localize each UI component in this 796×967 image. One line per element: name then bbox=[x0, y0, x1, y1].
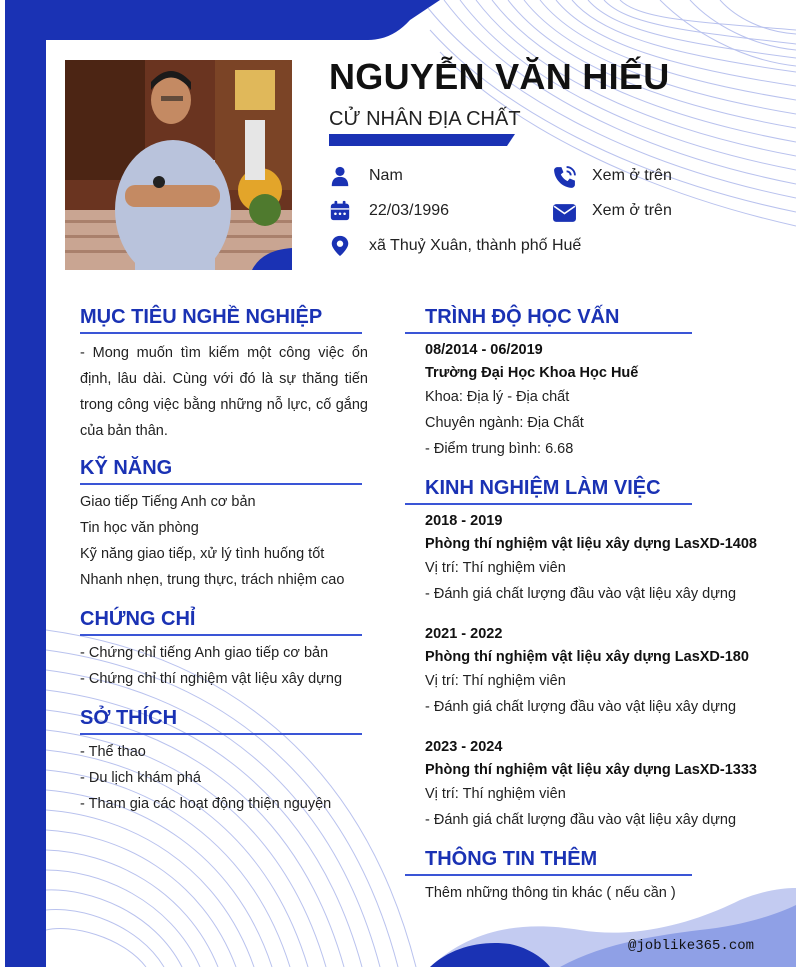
candidate-name: NGUYỄN VĂN HIẾU bbox=[329, 56, 670, 97]
certificates-heading: CHỨNG CHỈ bbox=[80, 608, 196, 630]
objective-heading: MỤC TIÊU NGHỀ NGHIỆP bbox=[80, 306, 323, 328]
certificates-divider bbox=[80, 634, 362, 636]
skill-item: Giao tiếp Tiếng Anh cơ bản bbox=[80, 494, 256, 510]
address-value: xã Thuỷ Xuân, thành phố Huế bbox=[369, 237, 582, 254]
objective-divider bbox=[80, 332, 362, 334]
watermark: @joblike365.com bbox=[628, 938, 755, 954]
experience-company: Phòng thí nghiệm vật liệu xây dựng LasXD-180 bbox=[425, 649, 749, 665]
education-faculty: Khoa: Địa lý - Địa chất bbox=[425, 389, 570, 405]
additional-divider bbox=[405, 874, 692, 876]
education-major: Chuyên ngành: Địa Chất bbox=[425, 415, 584, 431]
experience-period: 2021 - 2022 bbox=[425, 626, 503, 642]
birthday-value: 22/03/1996 bbox=[369, 202, 450, 219]
experience-task: - Đánh giá chất lượng đầu vào vật liệu xây dựng bbox=[425, 699, 737, 715]
experience-company: Phòng thí nghiệm vật liệu xây dựng LasXD-1333 bbox=[425, 762, 757, 778]
job-title: CỬ NHÂN ĐỊA CHẤT bbox=[329, 108, 521, 130]
profile-photo bbox=[65, 60, 292, 270]
hobby-item: - Thể thao bbox=[80, 744, 146, 760]
experience-task: - Đánh giá chất lượng đầu vào vật liệu xây dựng bbox=[425, 586, 737, 602]
education-gpa: - Điểm trung bình: 6.68 bbox=[425, 441, 574, 457]
experience-position: Vị trí: Thí nghiệm viên bbox=[425, 786, 566, 802]
hobbies-heading: SỞ THÍCH bbox=[80, 707, 178, 729]
location-pin-icon bbox=[329, 235, 351, 257]
hobbies-divider bbox=[80, 733, 362, 735]
experience-position: Vị trí: Thí nghiệm viên bbox=[425, 560, 566, 576]
phone-icon bbox=[552, 165, 577, 190]
skill-item: Nhanh nhẹn, trung thực, trách nhiệm cao bbox=[80, 572, 345, 588]
experience-period: 2023 - 2024 bbox=[425, 739, 503, 755]
experience-position: Vị trí: Thí nghiệm viên bbox=[425, 673, 566, 689]
education-divider bbox=[405, 332, 692, 334]
skills-heading: KỸ NĂNG bbox=[80, 457, 173, 479]
education-period: 08/2014 - 06/2019 bbox=[425, 342, 543, 358]
person-icon bbox=[329, 165, 351, 187]
email-value: Xem ở trên bbox=[592, 202, 672, 219]
experience-divider bbox=[405, 503, 692, 505]
experience-company: Phòng thí nghiệm vật liệu xây dựng LasXD-1408 bbox=[425, 536, 757, 552]
experience-task: - Đánh giá chất lượng đầu vào vật liệu xây dựng bbox=[425, 812, 737, 828]
gender-value: Nam bbox=[369, 167, 403, 184]
objective-text: - Mong muốn tìm kiếm một công việc ổn định, lâu dài. Cùng với đó là sự thăng tiến trong công việc bằng những nỗ lực, cố gắng của bản thân. bbox=[80, 345, 368, 439]
experience-heading: KINH NGHIỆM LÀM VIỆC bbox=[425, 477, 661, 499]
hobby-item: - Tham gia các hoạt động thiện nguyện bbox=[80, 796, 332, 812]
skill-item: Kỹ năng giao tiếp, xử lý tình huống tốt bbox=[80, 546, 325, 562]
certificate-item: - Chứng chỉ tiếng Anh giao tiếp cơ bản bbox=[80, 645, 329, 661]
certificate-item: - Chứng chỉ thí nghiệm vật liệu xây dựng bbox=[80, 671, 343, 687]
additional-heading: THÔNG TIN THÊM bbox=[425, 848, 598, 870]
calendar-icon bbox=[329, 200, 351, 222]
hobby-item: - Du lịch khám phá bbox=[80, 770, 201, 786]
skills-divider bbox=[80, 483, 362, 485]
education-heading: TRÌNH ĐỘ HỌC VẤN bbox=[425, 306, 620, 328]
experience-period: 2018 - 2019 bbox=[425, 513, 503, 529]
skill-item: Tin học văn phòng bbox=[80, 520, 199, 536]
title-underline bbox=[329, 134, 515, 146]
additional-text: Thêm những thông tin khác ( nếu cần ) bbox=[425, 885, 676, 901]
phone-value: Xem ở trên bbox=[592, 167, 672, 184]
envelope-icon bbox=[552, 200, 577, 225]
education-school: Trường Đại Học Khoa Học Huế bbox=[425, 365, 639, 381]
